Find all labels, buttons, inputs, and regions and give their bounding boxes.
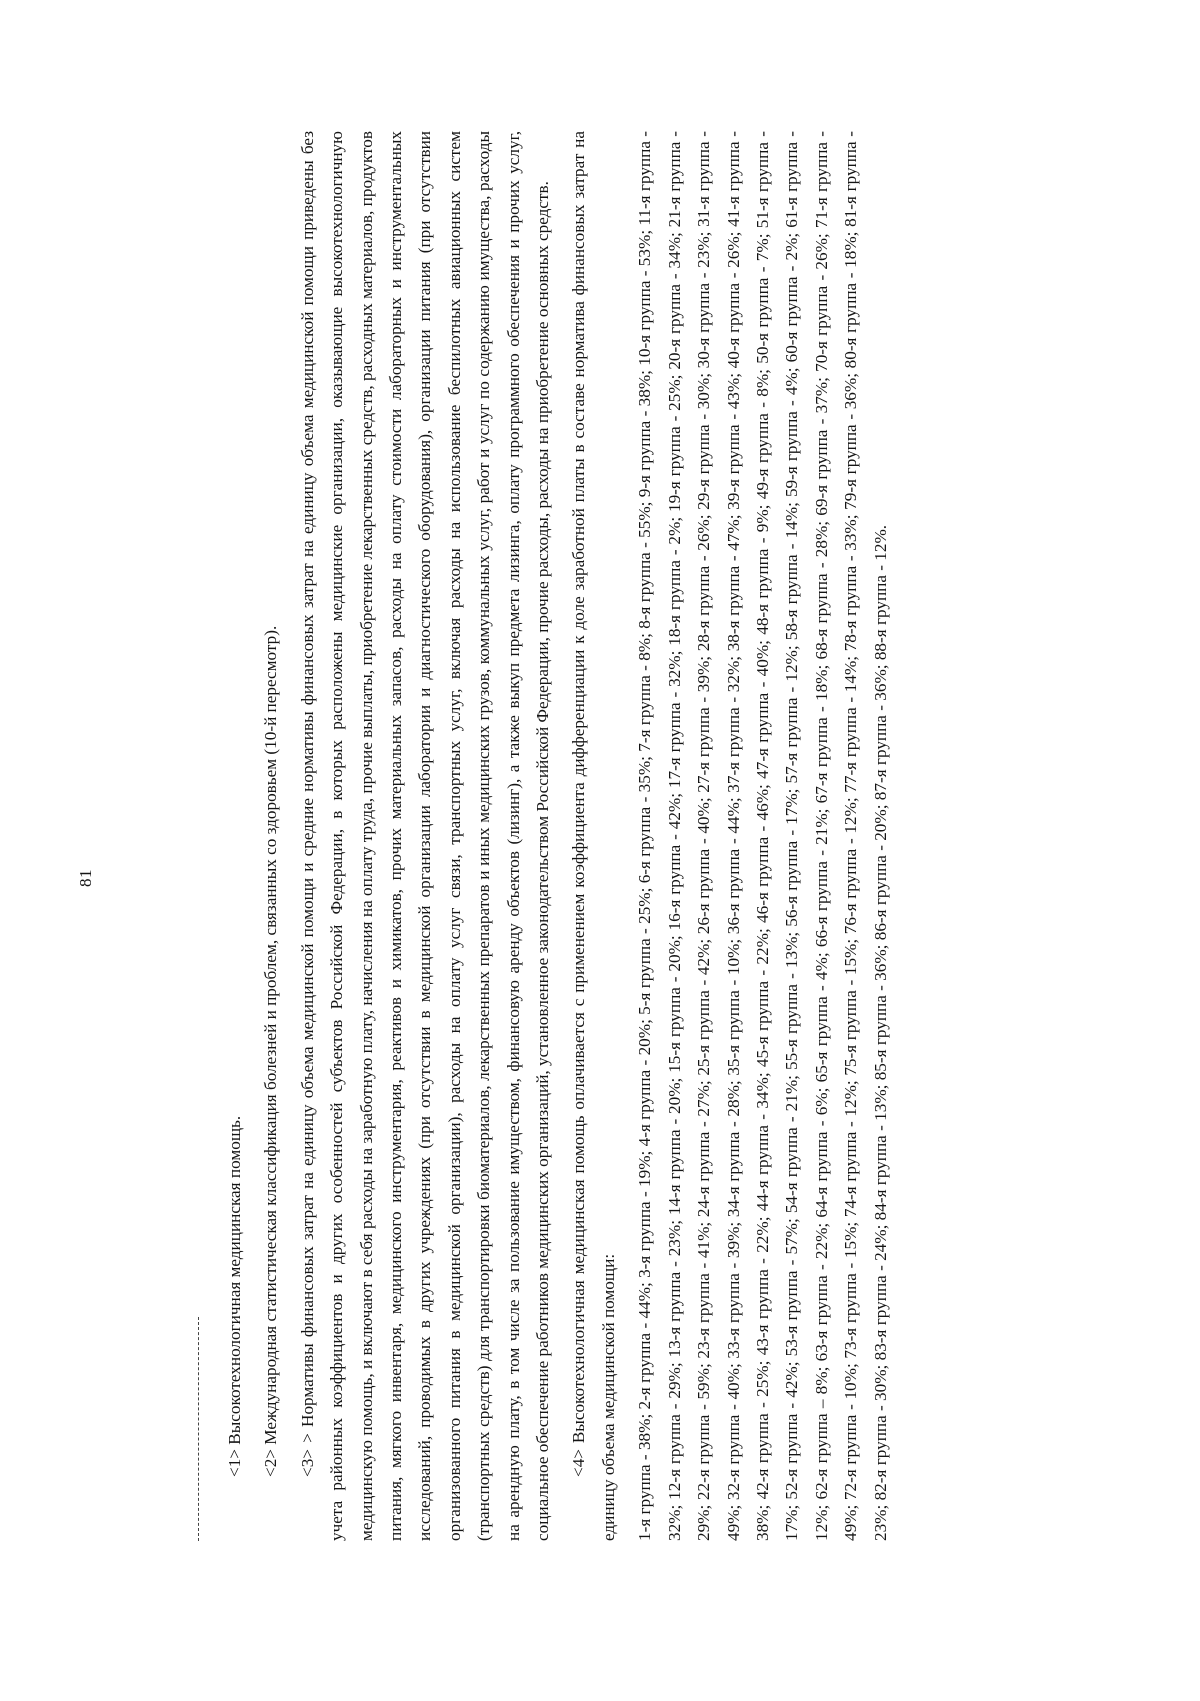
footnote-3-marker: <3> > <box>297 1433 317 1477</box>
footnote-1 <box>220 131 249 1541</box>
footnote-2 <box>256 131 285 1541</box>
footnote-2-text: Международная статистическая классификация болезней и проблем, связанных со здоровьем (10-й пересмотр). <box>261 625 281 1445</box>
footnote-4-marker: <4> <box>569 1449 589 1477</box>
footnote-4 <box>564 131 623 1541</box>
footnote-1-marker: <1> <box>225 1449 244 1477</box>
footnote-3-text: Нормативы финансовых затрат на единицу объема медицинской помощи и средние нормативы финансовых затрат на единицу объема медицинской помощи приведены без учета районных коэффициентов и других особенностей субъектов Российской Федерации, в которых расположены медицинские организации, оказывающие высокотехнологичную медицинскую помощь, и включают в себя расходы на заработную плату, начисления на оплату труда, прочие выплаты, приобретение лекарственных средств, расходных материалов, продуктов питания, мягкого инвентаря, медицинского инструментария, реактивов и химикатов, прочих материальных запасов, расходы на оплату стоимости лабораторных и инструментальных исследований, проводимых в других учреждениях (при отсутствии в медицинской организации лаборатории и диагностического оборудования), организации питания (при отсутствии организованного питания в медицинской организации), расходы на оплату услуг связи, транспортных услуг, включая расходы на использование беспилотных авиационных систем (транспортных средств) для транспортировки биоматериалов, лекарственных препаратов и иных медицинских грузов, коммунальных услуг, работ и услуг по содержанию имущества, расходы на арендную плату, в том числе за пользование имуществом, финансовую аренду объектов (лизинг), а также выкуп предмета лизинга, оплату программного обеспечения и прочих услуг, социальное обеспечение работников медицинских организаций, установленное законодательством Российской Федерации, прочие расходы, расходы на приобретение основных средств. <box>297 131 553 1541</box>
footnote-4-text: Высокотехнологичная медицинская помощь оплачивается с применением коэффициента дифференциации к доле заработной платы в составе норматива финансовых затрат на единицу объема медицинской помощи: <box>569 131 618 1541</box>
footnote-separator <box>198 1317 199 1541</box>
footnote-2-marker: <2> <box>261 1449 281 1477</box>
group-coefficients-list: 1-я группа - 38%; 2-я группа - 44%; 3-я группа - 19%; 4-я группа - 20%; 5-я группа - 25%; 6-я группа - 35%; 7-я группа - 8%; 8-я группа - 55%; 9-я группа - 38%; 10-я группа - 53%; 11-я группа - 32%; 12-я группа - 29%; 13-я группа - 23%; 14-я группа - 20%; 15-я группа - 20%; 16-я группа - 42%; 17-я группа - 32%; 18-я группа - 2%; 19-я группа - 25%; 20-я группа - 34%; 21-я группа - 29%; 22-я группа - 59%; 23-я группа - 41%; 24-я группа - 27%; 25-я группа - 42%; 26-я группа - 40%; 27-я группа - 39%; 28-я группа - 26%; 29-я группа - 30%; 30-я группа - 23%; 31-я группа - 49%; 32-я группа - 40%; 33-я группа - 39%; 34-я группа - 28%; 35-я группа - 10%; 36-я группа - 44%; 37-я группа - 32%; 38-я группа - 47%; 39-я группа - 43%; 40-я группа - 26%; 41-я группа - 38%; 42-я группа - 25%; 43-я группа - 22%; 44-я группа - 34%; 45-я группа - 22%; 46-я группа - 46%; 47-я группа - 40%; 48-я группа - 9%; 49-я группа - 8%; 50-я группа - 7%; 51-я группа - 17%; 52-я группа - 42%; 53-я группа - 57%; 54-я группа - 21%; 55-я группа - 13%; 56-я группа - 17%; 57-я группа - 12%; 58-я группа - 14%; 59-я группа - 4%; 60-я группа - 2%; 61-я группа - 12%; 62-я группа – 8%; 63-я группа - 22%; 64-я группа - 6%; 65-я группа - 4%; 66-я группа - 21%; 67-я группа - 18%; 68-я группа - 28%; 69-я группа - 37%; 70-я группа - 26%; 71-я группа - 49%; 72-я группа - 10%; 73-я группа - 15%; 74-я группа - 12%; 75-я группа - 15%; 76-я группа - 12%; 77-я группа - 14%; 78-я группа - 33%; 79-я группа - 36%; 80-я группа - 18%; 81-я группа - 23%; 82-я группа - 30%; 83-я группа - 24%; 84-я группа - 13%; 85-я группа - 36%; 86-я группа - 20%; 87-я группа - 36%; 88-я группа - 12%. <box>635 131 890 1541</box>
footnote-1-text: Высокотехнологичная медицинская помощь. <box>225 1115 244 1445</box>
footnotes <box>220 131 895 1541</box>
footnote-3 <box>293 131 558 1541</box>
page-number: 81 <box>76 869 95 887</box>
